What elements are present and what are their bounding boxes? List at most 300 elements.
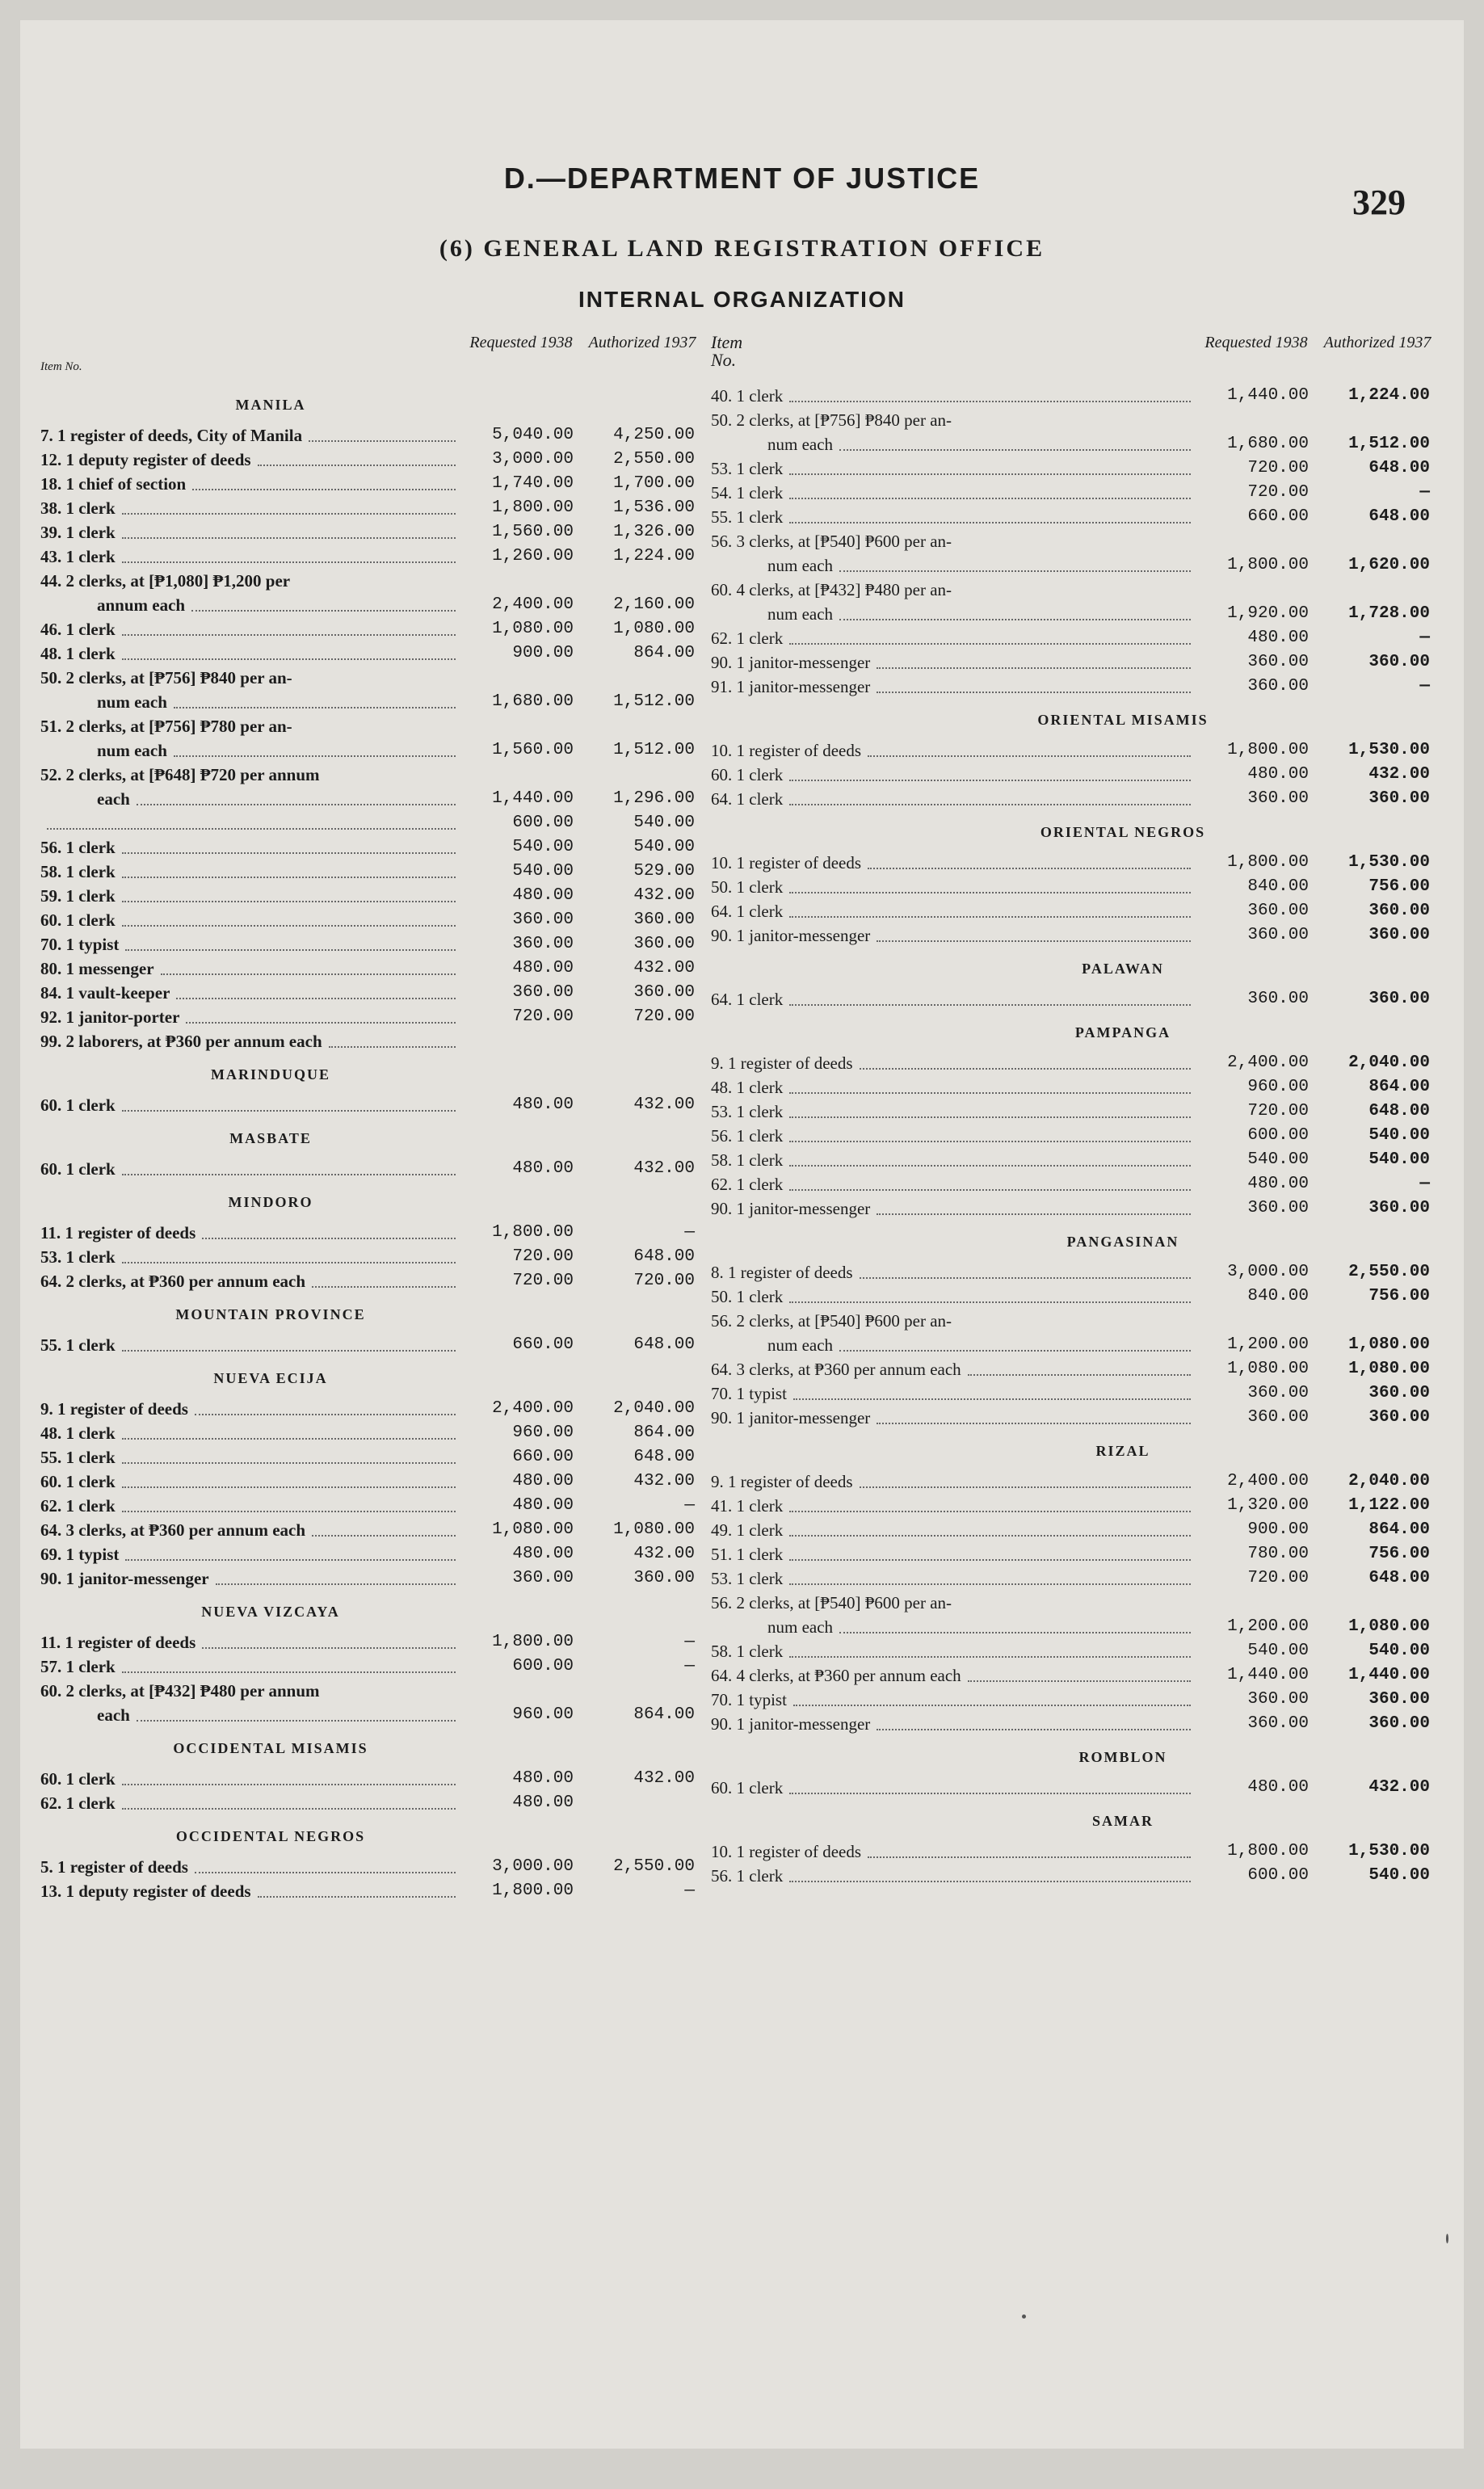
dot-leader [122,1110,456,1112]
position-row [711,1591,1438,1639]
requested-amount: 600.00 [512,1657,574,1675]
authorized-amount: 1,224.00 [613,547,695,565]
position-label-continued: num each [97,741,167,760]
requested-amount: 720.00 [512,1247,574,1266]
position-label: 49. 1 clerk [711,1520,784,1540]
authorized-amount: 360.00 [1368,1384,1430,1402]
position-label: 10. 1 register of deeds [711,1842,862,1861]
authorized-amount: 360.00 [633,935,695,953]
position-row [40,1879,703,1903]
dot-leader [839,432,1191,451]
requested-amount: 2,400.00 [1227,1472,1309,1490]
dot-leader [174,690,456,708]
position-row [711,456,1438,481]
position-row [711,1566,1438,1591]
paper-speck [1446,2234,1448,2243]
dot-leader [789,1092,1191,1094]
position-row [711,875,1438,899]
requested-amount: 1,680.00 [1227,435,1309,453]
requested-amount: 360.00 [1247,789,1309,808]
requested-amount: 960.00 [512,1705,574,1724]
position-label: 58. 1 clerk [711,1642,784,1661]
dot-leader [789,1116,1191,1118]
position-label: 60. 4 clerks, at [₱432] ₱480 per an- [711,580,952,599]
requested-amount: 1,440.00 [492,789,574,808]
position-label: 39. 1 clerk [40,523,116,542]
dot-leader [309,440,456,442]
position-label: 60. 1 clerk [40,910,116,930]
position-label: 54. 1 clerk [711,483,784,502]
requested-amount: 1,800.00 [492,1223,574,1242]
position-row [40,981,703,1005]
dot-leader [860,1486,1191,1488]
requested-amount: 1,200.00 [1227,1617,1309,1636]
position-row [40,666,703,714]
position-row [40,1679,703,1727]
authorized-header: Authorized 1937 [1323,334,1431,351]
dot-leader [137,1703,456,1722]
requested-amount: 960.00 [1247,1078,1309,1096]
dot-leader [329,1046,456,1048]
dot-leader [860,1068,1191,1070]
authorized-amount: 720.00 [633,1272,695,1290]
authorized-amount: 432.00 [633,1159,695,1178]
dot-leader [202,1647,456,1649]
authorized-amount: 360.00 [1368,990,1430,1008]
position-label: 70. 1 typist [40,935,120,954]
position-row [711,529,1438,578]
authorized-amount: — [1419,677,1430,696]
province-heading: PALAWAN [1082,961,1164,977]
requested-amount: 1,560.00 [492,741,574,759]
document-page [20,20,1464,2449]
dot-leader [122,1671,456,1673]
requested-amount: 1,800.00 [492,1633,574,1651]
dot-leader [877,940,1191,942]
position-label: 13. 1 deputy register of deeds [40,1881,251,1901]
position-row [711,1357,1438,1381]
dot-leader [122,1174,456,1175]
authorized-amount: — [684,1633,695,1651]
position-label: 90. 1 janitor-messenger [40,1569,209,1588]
dot-leader [312,1535,456,1537]
province-heading: RIZAL [1095,1443,1150,1459]
requested-amount: 360.00 [1247,926,1309,944]
position-label-continued: num each [767,1617,834,1637]
province-heading: MOUNTAIN PROVINCE [175,1306,366,1322]
position-label: 91. 1 janitor-messenger [711,677,871,696]
position-row [40,1767,703,1791]
requested-amount: 1,440.00 [1227,386,1309,405]
requested-amount: 480.00 [512,1496,574,1515]
position-label-continued: num each [767,435,834,454]
position-label: 53. 1 clerk [40,1247,116,1267]
dot-leader [789,1881,1191,1882]
dot-leader [839,553,1191,572]
position-label: 50. 2 clerks, at [₱756] ₱840 per an- [40,668,292,687]
position-row [711,1284,1438,1309]
dot-leader [860,1277,1191,1279]
position-row [711,650,1438,675]
position-label: 7. 1 register of deeds, City of Manila [40,426,303,445]
authorized-amount: 2,040.00 [613,1399,695,1418]
authorized-amount: 1,122.00 [1348,1496,1430,1515]
authorized-amount: 864.00 [1368,1520,1430,1539]
position-row [711,1381,1438,1406]
position-label: 64. 4 clerks, at ₱360 per annum each [711,1666,961,1685]
dot-leader [793,1398,1191,1400]
province-heading: ROMBLON [1078,1749,1167,1765]
authorized-amount: 2,550.00 [613,1857,695,1876]
requested-amount: 540.00 [1247,1150,1309,1169]
authorized-amount: 648.00 [633,1247,695,1266]
position-label: 84. 1 vault-keeper [40,983,170,1003]
authorized-amount: 1,080.00 [613,1520,695,1539]
position-label: 43. 1 clerk [40,547,116,566]
position-row [40,472,703,496]
column-headers [40,334,703,384]
position-label: 53. 1 clerk [711,459,784,478]
dot-leader [122,1462,456,1464]
requested-amount: 900.00 [512,644,574,662]
left-column [40,334,703,1903]
position-row [711,1864,1438,1888]
position-row [40,811,703,835]
position-row [711,1099,1438,1124]
authorized-amount: 360.00 [633,1569,695,1587]
position-label: 90. 1 janitor-messenger [711,926,871,945]
dot-leader [877,1729,1191,1730]
dot-leader [258,465,456,466]
authorized-amount: 864.00 [633,1423,695,1442]
position-label: 41. 1 clerk [711,1496,784,1516]
position-label: 57. 1 clerk [40,1657,116,1676]
dot-leader [789,1535,1191,1537]
authorized-amount: 2,160.00 [613,595,695,614]
requested-amount: 1,800.00 [1227,1842,1309,1860]
authorized-amount: 756.00 [1368,877,1430,896]
position-row [40,641,703,666]
authorized-amount: 648.00 [1368,1569,1430,1587]
position-label: 11. 1 register of deeds [40,1223,196,1242]
requested-amount: 1,080.00 [492,620,574,638]
position-row [711,1260,1438,1284]
requested-amount: 360.00 [512,935,574,953]
requested-amount: 3,000.00 [492,1857,574,1876]
province-heading: MANILA [235,397,306,413]
position-row [40,860,703,884]
dot-leader [122,1511,456,1512]
authorized-amount: 529.00 [633,862,695,881]
position-row [40,1518,703,1542]
requested-amount: 480.00 [1247,1778,1309,1797]
province-heading: OCCIDENTAL NEGROS [175,1828,366,1844]
dot-leader [839,1333,1191,1352]
dot-leader [122,634,456,636]
authorized-amount: — [684,1496,695,1515]
position-row [40,763,703,811]
requested-amount: 2,400.00 [1227,1053,1309,1072]
position-label: 70. 1 typist [711,1384,787,1403]
requested-amount: 3,000.00 [1227,1263,1309,1281]
item-no-header: Item No. [40,360,82,373]
position-label: 48. 1 clerk [40,644,116,663]
authorized-header: Authorized 1937 [588,334,696,351]
authorized-amount: 360.00 [1368,1690,1430,1709]
authorized-amount: 2,550.00 [613,450,695,469]
authorized-amount: 1,620.00 [1348,556,1430,574]
requested-amount: 480.00 [512,1769,574,1788]
authorized-amount: 1,080.00 [1348,1335,1430,1354]
position-label: 90. 1 janitor-messenger [711,1199,871,1218]
dot-leader [137,787,456,805]
dot-leader [789,498,1191,499]
dot-leader [122,852,456,854]
dot-leader [191,593,456,612]
requested-amount: 960.00 [512,1423,574,1442]
authorized-amount: 1,512.00 [613,692,695,711]
province-heading: MINDORO [228,1194,313,1210]
authorized-amount: 756.00 [1368,1545,1430,1563]
requested-amount: 360.00 [1247,677,1309,696]
position-label: 64. 3 clerks, at ₱360 per annum each [40,1520,306,1540]
position-row [711,1518,1438,1542]
authorized-amount: 1,080.00 [1348,1617,1430,1636]
requested-amount: 360.00 [1247,653,1309,671]
dot-leader [789,892,1191,893]
dot-leader [161,973,456,975]
position-row [40,1469,703,1494]
position-label: 69. 1 typist [40,1545,120,1564]
position-row [40,714,703,763]
position-row [40,448,703,472]
position-row [711,1494,1438,1518]
authorized-amount: 648.00 [1368,507,1430,526]
position-label: 58. 1 clerk [40,862,116,881]
position-row [40,835,703,860]
authorized-amount: 2,040.00 [1348,1472,1430,1490]
position-row [40,1566,703,1591]
authorized-amount: 432.00 [633,1545,695,1563]
position-row [711,763,1438,787]
right-column [711,334,1438,1888]
position-label: 62. 1 clerk [711,629,784,648]
requested-amount: 840.00 [1247,1287,1309,1305]
dot-leader [868,868,1191,869]
position-label: 51. 1 clerk [711,1545,784,1564]
position-label: 46. 1 clerk [40,620,116,639]
position-row [40,1421,703,1445]
authorized-amount: 4,250.00 [613,426,695,444]
province-heading: ORIENTAL MISAMIS [1037,712,1209,728]
authorized-amount: 1,536.00 [613,498,695,517]
authorized-amount: — [684,1657,695,1675]
position-label: 92. 1 janitor-porter [40,1007,180,1027]
authorized-amount: 2,040.00 [1348,1053,1430,1072]
requested-amount: 1,320.00 [1227,1496,1309,1515]
position-row [40,908,703,932]
position-label: 90. 1 janitor-messenger [711,1714,871,1734]
dot-leader [312,1286,456,1288]
requested-amount: 1,680.00 [492,692,574,711]
position-row [40,423,703,448]
dot-leader [122,513,456,515]
dot-leader [125,1559,456,1561]
authorized-amount: 360.00 [1368,902,1430,920]
requested-amount: 1,260.00 [492,547,574,565]
authorized-amount: 648.00 [1368,1102,1430,1120]
position-label: 9. 1 register of deeds [711,1472,853,1491]
requested-amount: 480.00 [512,886,574,905]
dot-leader [122,901,456,902]
requested-amount: 540.00 [512,862,574,881]
position-label: 64. 1 clerk [711,789,784,809]
province-heading: SAMAR [1092,1813,1154,1829]
authorized-amount: 360.00 [633,910,695,929]
requested-amount: 360.00 [512,1569,574,1587]
requested-amount: 360.00 [1247,1199,1309,1217]
authorized-amount: 432.00 [633,886,695,905]
position-row [711,578,1438,626]
requested-amount: 360.00 [512,910,574,929]
requested-amount: 480.00 [512,1472,574,1490]
requested-amount: 720.00 [512,1007,574,1026]
position-label: 60. 1 clerk [40,1159,116,1179]
requested-amount: 720.00 [1247,1102,1309,1120]
requested-amount: 720.00 [1247,483,1309,502]
requested-amount: 1,740.00 [492,474,574,493]
position-label: 9. 1 register of deeds [40,1399,188,1419]
province-heading: MARINDUQUE [211,1066,330,1083]
position-label: 64. 2 clerks, at ₱360 per annum each [40,1272,306,1291]
position-label: 90. 1 janitor-messenger [711,1408,871,1427]
position-label: 51. 2 clerks, at [₱756] ₱780 per an- [40,717,292,736]
province-heading: ORIENTAL NEGROS [1040,824,1206,840]
authorized-amount: 1,224.00 [1348,386,1430,405]
requested-header: Requested 1938 [469,334,573,351]
dot-leader [789,1559,1191,1561]
position-label: 5. 1 register of deeds [40,1857,188,1877]
authorized-amount: 1,080.00 [1348,1360,1430,1378]
position-row [711,923,1438,948]
requested-amount: 660.00 [512,1335,574,1354]
position-label: 55. 1 clerk [40,1335,116,1355]
section-subtitle: INTERNAL ORGANIZATION [578,287,906,312]
position-row [711,787,1438,811]
authorized-amount: 2,550.00 [1348,1263,1430,1281]
column-headers [711,334,1438,384]
dot-leader [877,667,1191,669]
dot-leader [868,755,1191,757]
requested-amount: 360.00 [1247,1690,1309,1709]
requested-amount: 1,080.00 [492,1520,574,1539]
position-label: 56. 1 clerk [711,1866,784,1886]
requested-amount: 360.00 [1247,1714,1309,1733]
position-row [711,1309,1438,1357]
authorized-amount: — [1419,629,1430,647]
requested-amount: 1,800.00 [492,1881,574,1900]
position-row [40,544,703,569]
dot-leader [122,1350,456,1352]
requested-amount: 1,080.00 [1227,1360,1309,1378]
position-label: 50. 1 clerk [711,1287,784,1306]
position-label: 10. 1 register of deeds [711,741,862,760]
position-row [40,1221,703,1245]
requested-amount: 480.00 [1247,629,1309,647]
authorized-amount: 1,296.00 [613,789,695,808]
dot-leader [789,1793,1191,1794]
authorized-amount: 360.00 [1368,653,1430,671]
authorized-amount: 1,326.00 [613,523,695,541]
dot-leader [122,877,456,878]
requested-amount: 480.00 [1247,1175,1309,1193]
position-label: 60. 1 clerk [40,1095,116,1115]
dot-leader [122,1486,456,1488]
requested-amount: 600.00 [512,814,574,832]
dot-leader [122,1784,456,1785]
dot-leader [789,1141,1191,1142]
position-label: 56. 2 clerks, at [₱540] ₱600 per an- [711,1311,952,1331]
requested-amount: 1,800.00 [1227,556,1309,574]
authorized-amount: 648.00 [633,1335,695,1354]
requested-amount: 5,040.00 [492,426,574,444]
position-row [40,1245,703,1269]
dot-leader [877,1423,1191,1424]
dot-leader [186,1022,456,1024]
position-label: 99. 2 laborers, at ₱360 per annum each [40,1032,322,1051]
requested-amount: 1,200.00 [1227,1335,1309,1354]
authorized-amount: 360.00 [1368,1408,1430,1427]
requested-amount: 1,440.00 [1227,1666,1309,1684]
dot-leader [789,1301,1191,1303]
position-row [711,408,1438,456]
authorized-amount: 432.00 [633,959,695,978]
position-row [711,1172,1438,1196]
requested-amount: 720.00 [1247,1569,1309,1587]
position-label: 8. 1 register of deeds [711,1263,853,1282]
position-label-continued: annum each [97,595,186,615]
position-label-continued: each [97,789,130,809]
position-row [40,496,703,520]
authorized-amount: 432.00 [633,1472,695,1490]
position-label: 11. 1 register of deeds [40,1633,196,1652]
position-row [711,1839,1438,1864]
authorized-amount: 720.00 [633,1007,695,1026]
authorized-amount: — [1419,483,1430,502]
position-label: 56. 2 clerks, at [₱540] ₱600 per an- [711,1593,952,1612]
requested-amount: 480.00 [512,1793,574,1812]
position-row [711,481,1438,505]
position-label: 48. 1 clerk [711,1078,784,1097]
position-label: 60. 1 clerk [40,1472,116,1491]
position-label: 38. 1 clerk [40,498,116,518]
dot-leader [789,1165,1191,1167]
position-label-continued: each [97,1705,130,1725]
authorized-amount: 1,728.00 [1348,604,1430,623]
position-row [711,851,1438,875]
position-row [40,1157,703,1181]
position-row [711,1542,1438,1566]
dot-leader [877,692,1191,693]
authorized-amount: 540.00 [1368,1126,1430,1145]
requested-amount: 360.00 [512,983,574,1002]
authorized-amount: 1,080.00 [613,620,695,638]
position-row [711,1469,1438,1494]
dot-leader [258,1896,456,1898]
province-heading: MASBATE [229,1130,312,1146]
position-row [711,1712,1438,1736]
requested-amount: 720.00 [1247,459,1309,477]
